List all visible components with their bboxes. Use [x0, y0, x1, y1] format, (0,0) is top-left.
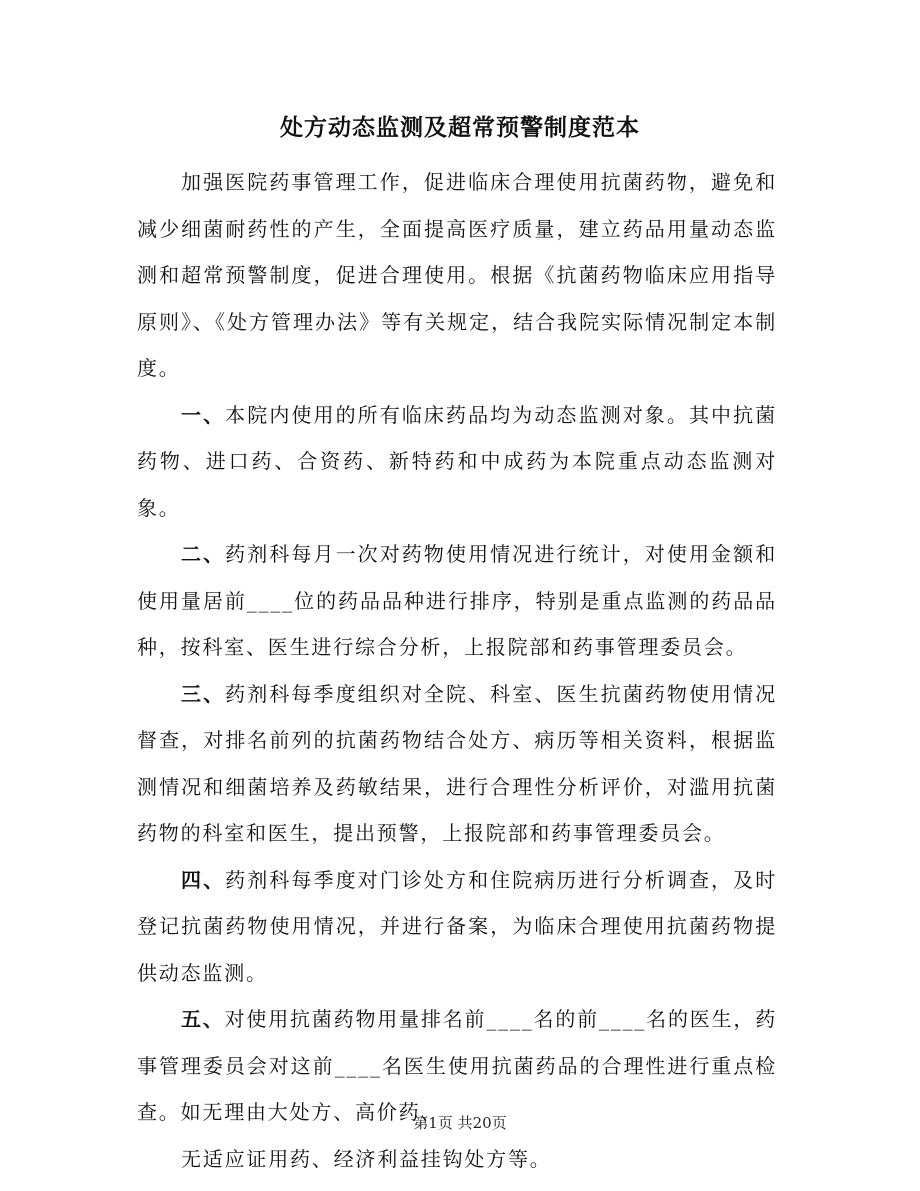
document-title: 处方动态监测及超常预警制度范本	[280, 114, 640, 141]
section-3-number: 三、	[181, 681, 226, 706]
section-5-number: 五、	[181, 1007, 225, 1031]
section-2-text: 药剂科每月一次对药物使用情况进行统计，对使用金额和使用量居前____位的药品品种进行排序，特别是重点监测的药品品种，按科室、医生进行综合分析，上报院部和药事管理委员会。	[137, 542, 777, 659]
section-2-paragraph	[137, 531, 777, 671]
section-5-text: 对使用抗菌药物用量排名前____名的前____名的医生，药事管理委员会对这前____名医生使用抗菌药品的合理性进行重点检查。如无理由大处方、高价药、	[137, 1007, 777, 1124]
section-1-number: 一、	[181, 402, 226, 427]
page-number-footer: 第1页 共20页	[413, 1114, 507, 1132]
section-1-paragraph	[137, 392, 777, 532]
section-3-text: 药剂科每季度组织对全院、科室、医生抗菌药物使用情况督查，对排名前列的抗菌药物结合处方、病历等相关资料，根据监测情况和细菌培养及药敏结果，进行合理性分析评价，对滥用抗菌药物的科室和医生，提出预警，上报院部和药事管理委员会。	[137, 681, 777, 845]
section-4-paragraph	[137, 857, 777, 997]
document-body	[137, 159, 777, 1182]
intro-paragraph: 加强医院药事管理工作，促进临床合理使用抗菌药物，避免和减少细菌耐药性的产生，全面提高医疗质量，建立药品用量动态监测和超常预警制度，促进合理使用。根据《抗菌药物临床应用指导原则》、《处方管理办法》等有关规定，结合我院实际情况制定本制度。	[137, 170, 777, 380]
section-1-text: 本院内使用的所有临床药品均为动态监测对象。其中抗菌药物、进口药、合资药、新特药和中成药为本院重点动态监测对象。	[137, 402, 777, 520]
section-3-paragraph	[137, 671, 777, 857]
section-2-number: 二、	[181, 542, 226, 566]
section-4-number: 四、	[181, 867, 226, 892]
section-4-text: 药剂科每季度对门诊处方和住院病历进行分析调查，及时登记抗菌药物使用情况，并进行备案，为临床合理使用抗菌药物提供动态监测。	[137, 867, 777, 985]
closing-paragraph: 无适应证用药、经济利益挂钩处方等。	[181, 1146, 552, 1171]
